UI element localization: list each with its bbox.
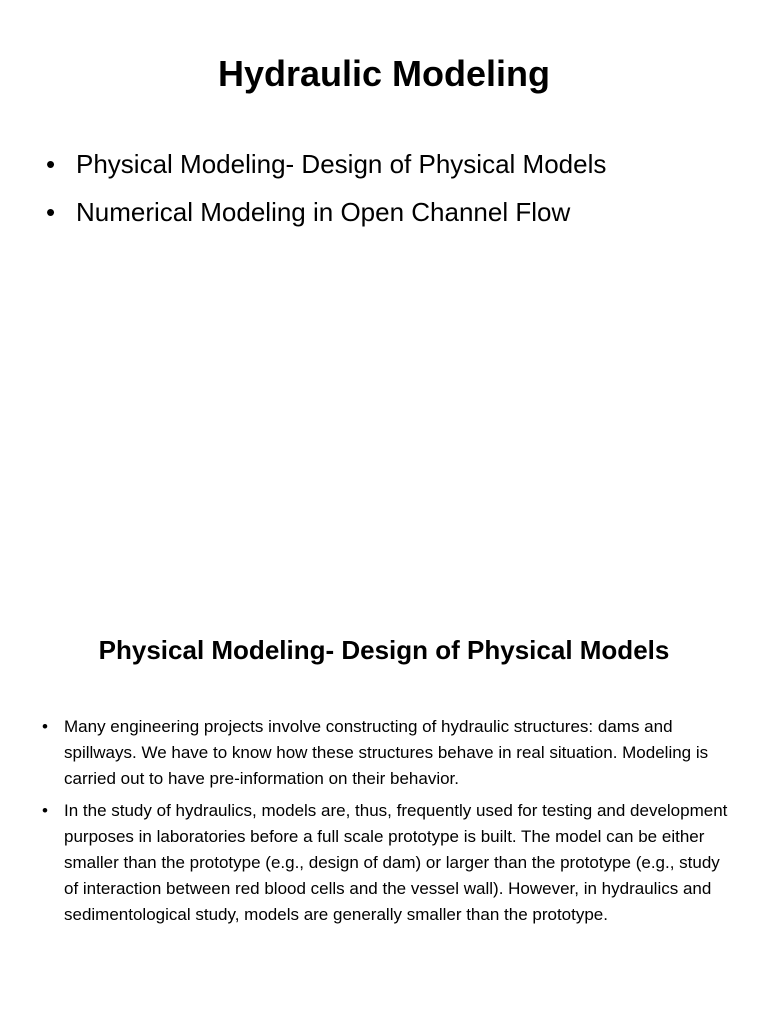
slide-1-bullet-1 — [46, 140, 746, 188]
bullet-text: Many engineering projects involve constructing of hydraulic structures: dams and spillways. We have to know how these structures behave in real situation. Modeling is carried out to have pre-information on their behavior. — [64, 717, 709, 788]
slide-1-bullet-list — [46, 140, 746, 236]
bullet-dot-icon: • — [42, 801, 48, 820]
slide-1-title: Hydraulic Modeling — [217, 53, 551, 94]
bullet-text: Physical Modeling- Design of Physical Models — [76, 149, 607, 179]
slide-2-bullet-2 — [42, 798, 732, 928]
bullet-dot-icon: • — [42, 717, 48, 736]
bullet-text: In the study of hydraulics, models are, thus, frequently used for testing and development purposes in laboratories before a full scale prototype is built. The model can be either smaller than the prototype (e.g., design of dam) or larger than the prototype (e.g., study of interaction between red blood cells and the vessel wall). However, in hydraulics and sedimentological study, models are generally smaller than the prototype. — [64, 801, 728, 924]
slide-1-bullet-2 — [46, 188, 746, 236]
slide-2-bullet-1 — [42, 714, 732, 792]
bullet-text: Numerical Modeling in Open Channel Flow — [76, 197, 571, 227]
slide-2-bullet-list — [42, 714, 732, 934]
slide-2-title: Physical Modeling- Design of Physical Models — [98, 635, 670, 665]
bullet-dot-icon: • — [46, 197, 56, 227]
slide-2 — [0, 576, 768, 1024]
bullet-dot-icon: • — [46, 149, 56, 179]
